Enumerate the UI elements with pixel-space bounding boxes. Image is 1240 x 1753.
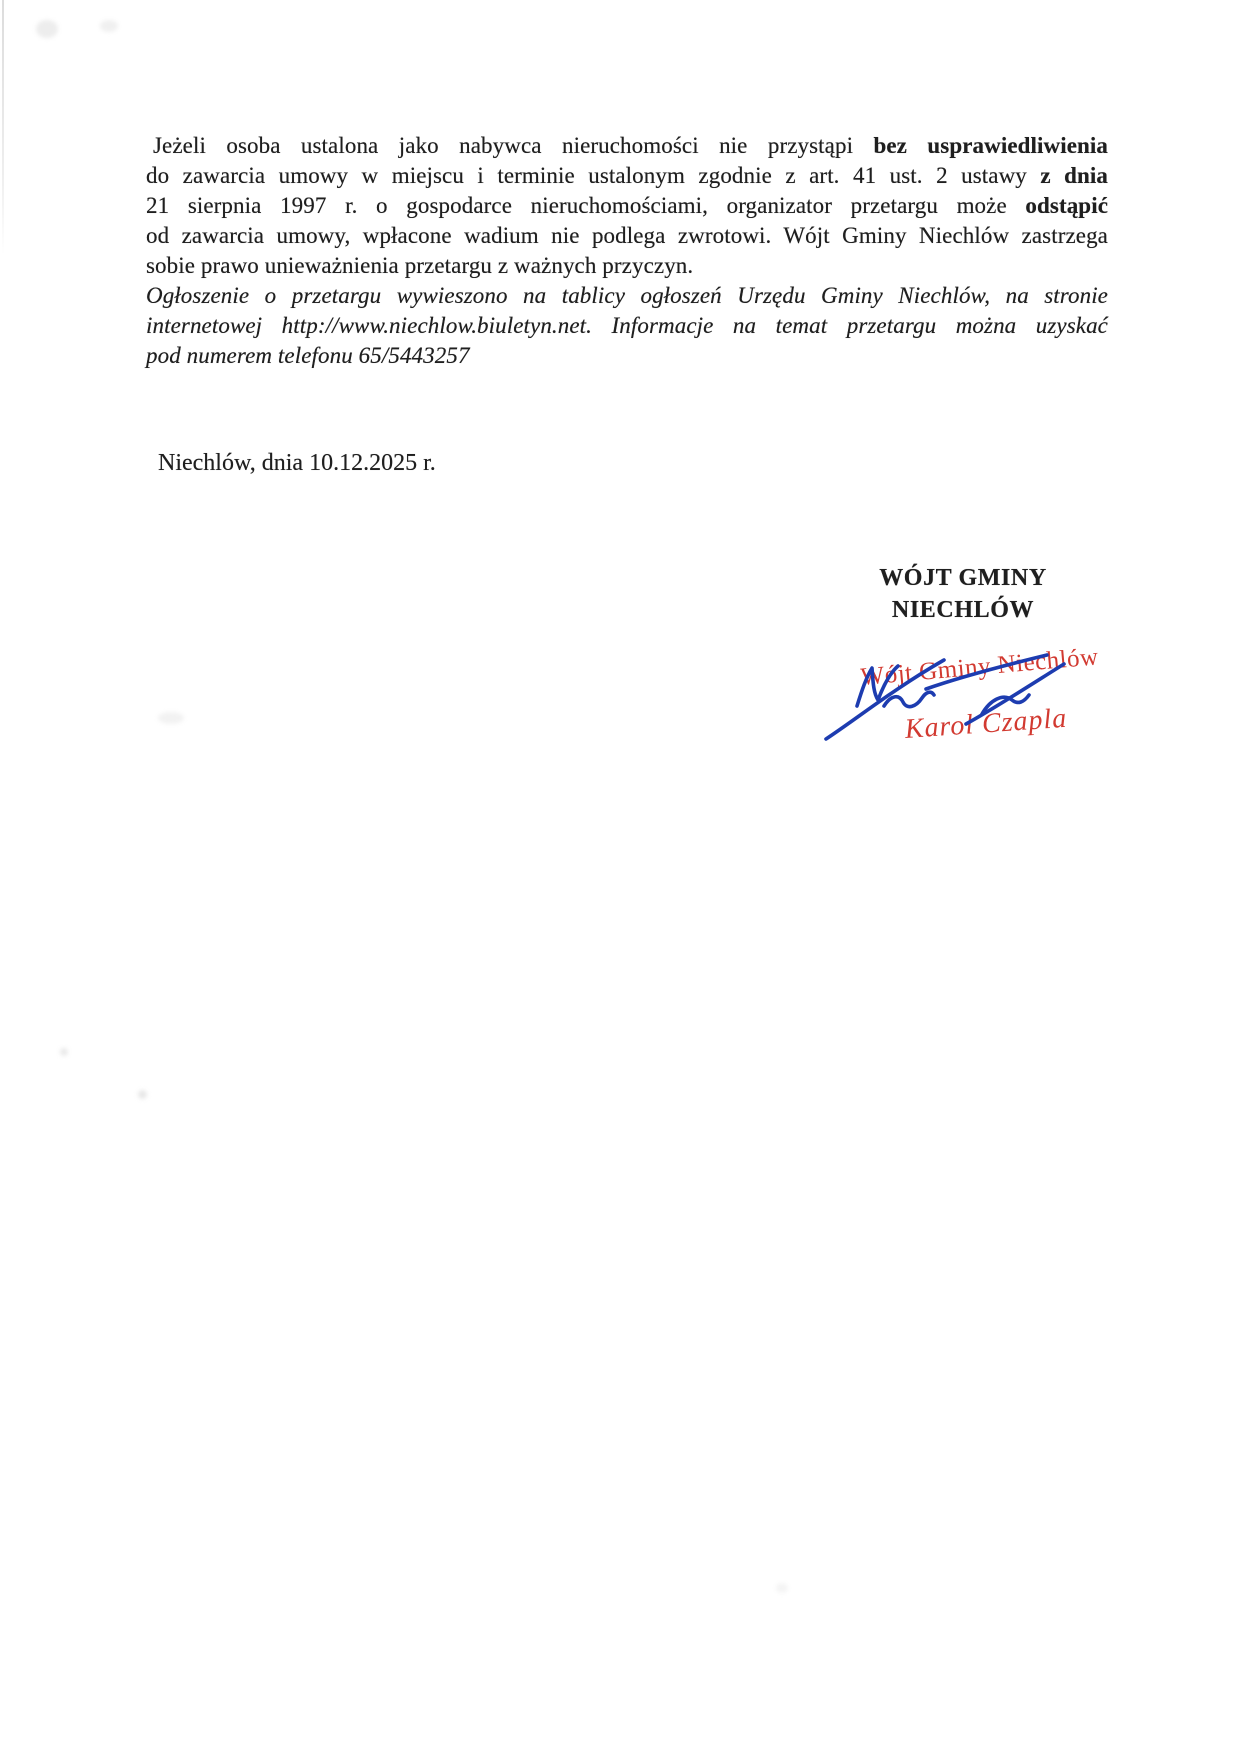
text-run: do zawarcia umowy w miejscu i terminie ustalonym zgodnie z art. 41 ust. 2 ustawy	[146, 163, 1041, 188]
stamp-name-text: Karol Czapla	[903, 702, 1069, 746]
text-run: Jeżeli osoba ustalona jako nabywca nieruchomości nie przystąpi	[153, 133, 874, 158]
text-run-bold: odstąpić	[1025, 193, 1108, 218]
text-run-bold: z dnia	[1040, 163, 1108, 188]
signatory-office-block	[855, 562, 1071, 626]
scan-smudge	[776, 1583, 788, 1593]
signature-scribble	[810, 640, 1110, 765]
scan-artifact-edge-line	[2, 0, 4, 255]
text-line	[146, 311, 1108, 341]
text-line	[146, 341, 1108, 371]
scan-smudge	[36, 20, 58, 38]
paragraph-auction-terms	[146, 131, 1108, 281]
text-line	[146, 161, 1108, 191]
text-run: sobie prawo unieważnienia przetargu z ważnych przyczyn.	[146, 253, 694, 278]
text-line	[146, 131, 1108, 161]
text-run-bold: bez usprawiedliwienia	[873, 133, 1109, 158]
signature-area	[810, 640, 1110, 765]
paragraph-announcement-info	[146, 281, 1108, 371]
text-run: 21 sierpnia 1997 r. o gospodarce nieruchomościami, organizator przetargu może	[146, 193, 1026, 218]
text-run: pod numerem telefonu 65/5443257	[146, 343, 470, 368]
text-line	[146, 221, 1108, 251]
document-body	[146, 131, 1108, 371]
text-run: internetowej http://www.niechlow.biuletyn.net. Informacje na temat przetargu można uzyskać	[146, 313, 1108, 338]
scan-smudge	[138, 1090, 147, 1099]
stamp-office-text: Wójt Gminy Niechlów	[859, 643, 1100, 692]
text-line	[146, 281, 1108, 311]
text-run: Ogłoszenie o przetargu wywieszono na tablicy ogłoszeń Urzędu Gminy Niechlów, na stronie	[146, 283, 1108, 308]
text-run: od zawarcia umowy, wpłacone wadium nie podlega zwrotowi. Wójt Gminy Niechlów zastrzega	[146, 223, 1108, 248]
office-title-line2: NIECHLÓW	[891, 597, 1035, 623]
scan-smudge	[60, 1048, 68, 1056]
place-date-line: Niechlów, dnia 10.12.2025 r.	[158, 450, 436, 476]
scan-smudge	[100, 20, 118, 32]
office-title-line1: WÓJT GMINY	[879, 565, 1047, 591]
text-line	[146, 251, 1108, 281]
scan-smudge	[158, 712, 184, 724]
text-line	[146, 191, 1108, 221]
